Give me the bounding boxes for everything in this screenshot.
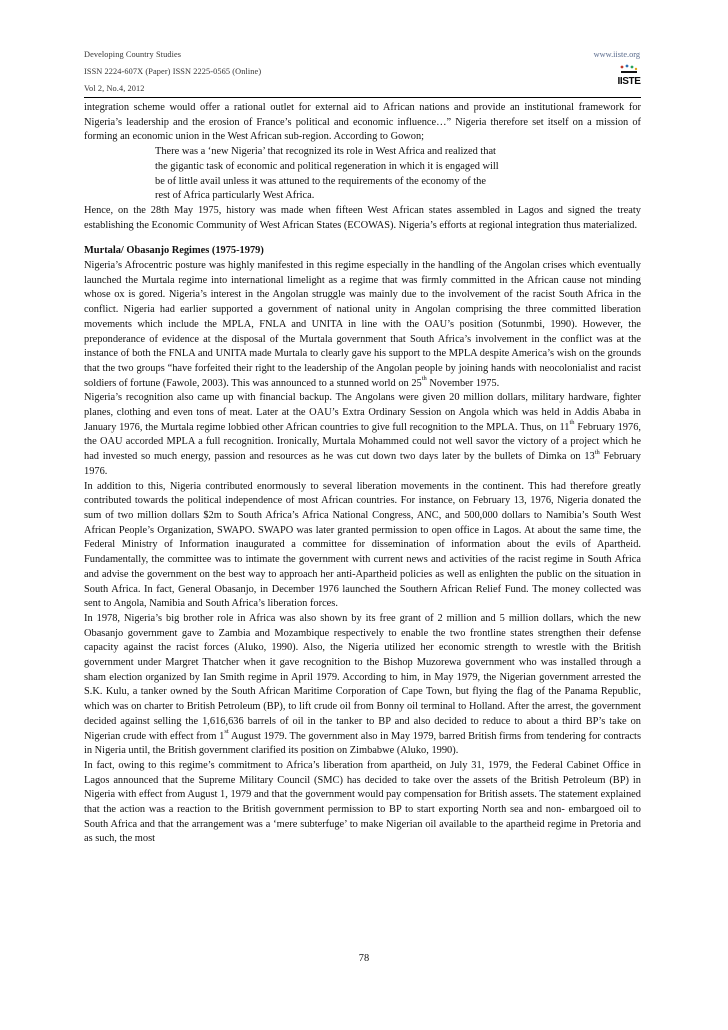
ordinal-suffix: th [569,419,575,427]
paragraph-3-text: Nigeria’s Afrocentric posture was highly manifested in this regime especially in the handling of the Angolan crises which eventually launched the Murtala regime into international limelight as a regime that was firmly committed in the African cause not minding whose ox is gored. Nigeria’s interest in the Angolan struggle was mainly due to the involvement of the racist South Africa in the conflict. Nigeria had earlier supported a government of national unity in Angolan comprising the three committed liberation movements which include the MPLA, FNLA and UNITA in line with the OAU’s position (Sotunmbi, 1990). However, the preponderance of evidence at the disposal of the Murtala government that South Africa’s involvement in the conflict was at the instance of both the FNLA and UNITA made Murtala to clearly gave his support to the MPLA despite America’s wish on the grounds that the two groups “have forfeited their right to the leadership of the Angolan people by joining hands with neocolonialist and racist soldiers of fortune (Fawole, 2003). This was announced to a stunned world on 25 [84,260,641,389]
article-body [84,101,641,847]
ordinal-suffix: th [421,375,427,383]
ordinal-suffix: th [594,448,600,456]
paragraph-3 [84,259,641,391]
paragraph-1: integration scheme would offer a rational outlet for external aid to African nations and provide an institutional framework for Nigeria’s leadership and the erosion of France’s political and economic influence…” Nigeria therefore set itself on a mission of forming an economic union in the West African sub-region. According to Gowon; [84,102,641,143]
page-number: 78 [358,953,370,964]
quote-line-2: the gigantic task of economic and political regeneration in which it is engaged will [155,160,499,172]
paragraph-7: In fact, owing to this regime’s commitment to Africa’s liberation from apartheid, on July 31, 1979, the Federal Cabinet Office in Lagos announced that the Supreme Military Council (SMC) has decided to take over the assets of the British Petroleum (BP) in Nigeria with effect from August 1, 1979 and that the government would pay compensation for British assets. The statement explained that the action was a reaction to the British government permission to BP to start exporting North sea and non- embargoed oil to South Africa and that the arrangement was a ‘mere subterfuge’ to make Nigerian oil available to the apartheid regime in Pretoria and as such, the most [84,759,641,845]
journal-issn: ISSN 2224-607X (Paper) ISSN 2225-0565 (Online) [84,67,262,76]
paragraph-6-tail: August 1979. The government also in May 1979, barred British firms from tendering for contracts in Nigeria until, the British government clarified its position on Zimbabwe (Aluko, 1990). [84,730,641,757]
journal-url[interactable]: www.iiste.org [593,50,640,59]
logo-text: IISTE [617,76,641,87]
paragraph-4-middle: February 1976, the OAU accorded MPLA a full recognition. Ironically, Murtala Mohammed could not well savor the victory of a project which he had invested so much energy, passion and resources as he was cut down two days later by the bullets of Dimka on 13 [84,421,641,463]
paragraph-4-text: Nigeria’s recognition also came up with financial backup. The Angolans were given 20 million dollars, military hardware, fighter planes, clothing and even tons of meat. Later at the OAU’s Extra Ordinary Session on Angola which was held in Addis Ababa in January 1976, the Murtala regime lobbied other African countries to give full recognition to the MPLA. Thus, on 11 [84,392,641,433]
paragraph-2: Hence, on the 28th May 1975, history was made when fifteen West African states assembled in Lagos and signed the treaty establishing the Economic Community of West African States (ECOWAS). Nigeria’s efforts at regional integration thus materialized. [84,204,641,231]
paragraph-6 [84,612,641,759]
quote-line-1: There was a ‘new Nigeria’ that recognized its role in West Africa and realized that [155,146,496,158]
ordinal-suffix: st [224,728,229,736]
paragraph-5: In addition to this, Nigeria contributed enormously to several liberation movements in the continent. This had therefore greatly contributed towards the political independence of most African countries. For instance, on February 13, 1976, Nigeria donated the sum of two million dollars $2m to South Africa’s Africa National Congress, ANC, and 500,000 dollars to Namibia’s South West African People’s Organization, SWAPO. SWAPO was later granted permission to open office in Lagos. At about the same time, the Federal Ministry of Information inaugurated a committee for dissemination of information about the evils of Apartheid. Fundamentally, the committee was to intimate the government with current news and activities of the racist regime in South Africa and advise the government on the best way to approach her anti-Apartheid policies as well as enlighten the public on the situation in South Africa. In fact, General Obasanjo, in December 1976 launched the Southern African Relief Fund. The money collected was sent to Angola, Namibia and South Africa’s liberation forces. [84,480,641,610]
header-divider [84,97,641,98]
quote-line-3: be of little avail unless it was attuned to the requirements of the economy of the [155,175,486,187]
iiste-logo [617,63,641,87]
journal-name: Developing Country Studies [84,50,182,59]
quote-line-4: rest of Africa particularly West Africa. [155,190,315,202]
journal-volume: Vol 2, No.4, 2012 [84,84,145,93]
paragraph-6-text: In 1978, Nigeria’s big brother role in Africa was also shown by its free grant of 2 million and 5 million dollars, which the new Obasanjo government gave to Zambia and Mozambique respectively to enable the two frontline states strengthen their defense capacity against the racist forces (Aluko, 1990). Also, the Nigeria utilized her economic strength to wrestle with the British government under Margret Thatcher when it gave recognition to the Bishop Muzorewa government who was installed through a sham election organized by Ian Smith regime in April 1979. According to him, in May 1979, the Nigerian government arrested the S.K. Kulu, a tanker owned by the South African Maritime Corporation of Cape Town, but flying the flag of the Panama Republic, which was on charter to British Petroleum (BP), to lift crude oil from Bonny oil terminal to Holland. After the arrest, the government decided against selling the 1,616,636 barrels of oil in the tanker to BP and also decided to reduce to about a third BP’s take on Nigerian crude with effect from 1 [84,612,641,742]
logo-dots-icon [619,64,639,76]
section-heading: Murtala/ Obasanjo Regimes (1975-1979) [84,245,264,257]
paragraph-4-tail: February 1976. [84,451,641,477]
paragraph-3-tail: November 1975. [426,377,500,389]
gowon-quote [155,145,575,204]
paragraph-4 [84,391,641,479]
